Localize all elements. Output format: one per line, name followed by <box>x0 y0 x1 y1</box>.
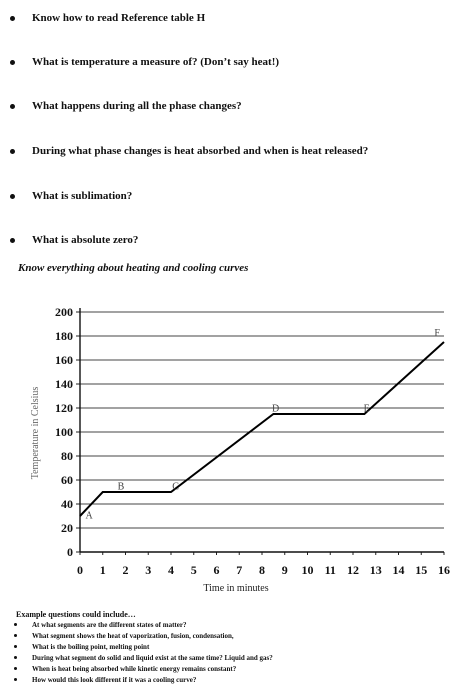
bullet-icon <box>14 634 17 637</box>
question-item <box>10 52 279 72</box>
example-item <box>14 630 234 641</box>
bullet-icon <box>10 60 15 65</box>
y-tick-label: 120 <box>55 401 73 415</box>
y-tick-label: 100 <box>55 425 73 439</box>
question-item <box>10 96 242 116</box>
bullet-icon <box>14 623 17 626</box>
question-item <box>10 186 132 206</box>
point-label: A <box>85 510 93 522</box>
y-tick-label: 40 <box>61 497 73 511</box>
point-label: B <box>117 481 125 493</box>
x-tick-label: 9 <box>281 563 288 577</box>
x-tick-label: 1 <box>99 563 106 577</box>
point-label: F <box>434 328 440 339</box>
y-tick-label: 60 <box>61 473 73 487</box>
question-text: What is absolute zero? <box>32 234 139 246</box>
point-label: E <box>363 403 370 415</box>
bullet-icon <box>10 104 15 109</box>
y-tick-label: 140 <box>55 377 73 391</box>
example-item <box>14 652 273 663</box>
example-item <box>14 641 149 652</box>
bullet-icon <box>10 16 15 21</box>
x-tick-label: 4 <box>168 563 174 577</box>
x-tick-label: 13 <box>369 563 382 577</box>
x-tick-label: 16 <box>438 563 450 577</box>
question-text: What is sublimation? <box>32 190 133 202</box>
x-tick-label: 6 <box>213 563 220 577</box>
example-item <box>14 674 196 685</box>
y-tick-label: 0 <box>67 545 73 559</box>
x-tick-label: 12 <box>347 563 359 577</box>
question-text: What happens during all the phase changes? <box>32 100 242 112</box>
question-item <box>10 8 205 28</box>
point-label: C <box>172 481 179 493</box>
y-tick-label: 180 <box>55 329 73 343</box>
y-tick-label: 20 <box>61 521 73 535</box>
bullet-icon <box>14 656 17 659</box>
y-tick-label: 160 <box>55 353 73 367</box>
bullet-icon <box>14 678 17 681</box>
y-tick-label: 200 <box>55 305 73 319</box>
bullet-icon <box>10 149 15 154</box>
x-tick-label: 10 <box>301 563 314 577</box>
examples-heading: Example questions could include… <box>16 610 136 619</box>
x-axis-label: Time in minutes <box>203 583 269 594</box>
example-text: What is the boiling point, melting point <box>32 642 150 651</box>
question-text: What is temperature a measure of? (Don’t say heat!) <box>32 56 280 68</box>
heating-curve-chart <box>0 285 476 605</box>
bullet-icon <box>10 238 15 243</box>
question-text: During what phase changes is heat absorbed and when is heat released? <box>32 145 369 157</box>
bullet-icon <box>14 645 17 648</box>
question-text: Know how to read Reference table H <box>32 12 206 24</box>
heating-curve-line <box>80 342 444 516</box>
example-item <box>14 663 236 674</box>
question-item <box>10 141 368 161</box>
example-text: When is heat being absorbed while kinetic energy remains constant? <box>32 664 237 673</box>
x-tick-label: 15 <box>415 563 428 577</box>
x-tick-label: 0 <box>77 563 83 577</box>
bullet-icon <box>14 667 17 670</box>
y-tick-label: 80 <box>61 449 73 463</box>
example-text: During what segment do solid and liquid exist at the same time? Liquid and gas? <box>32 653 273 662</box>
x-tick-label: 7 <box>236 563 243 577</box>
example-text: At what segments are the different states of matter? <box>32 620 187 629</box>
point-label: D <box>272 403 280 415</box>
section-subheading: Know everything about heating and cooling curves <box>18 262 249 274</box>
example-text: What segment shows the heat of vaporization, fusion, condensation, <box>32 631 234 640</box>
y-axis-label: Temperature in Celsius <box>30 386 41 480</box>
example-text: How would this look different if it was a cooling curve? <box>32 675 197 684</box>
x-tick-label: 14 <box>392 563 405 577</box>
x-tick-label: 8 <box>259 563 265 577</box>
x-tick-label: 5 <box>190 563 197 577</box>
example-item <box>14 619 186 630</box>
x-tick-label: 2 <box>122 563 129 577</box>
x-tick-label: 3 <box>145 563 152 577</box>
bullet-icon <box>10 194 15 199</box>
x-tick-label: 11 <box>324 563 336 577</box>
question-item <box>10 230 138 250</box>
